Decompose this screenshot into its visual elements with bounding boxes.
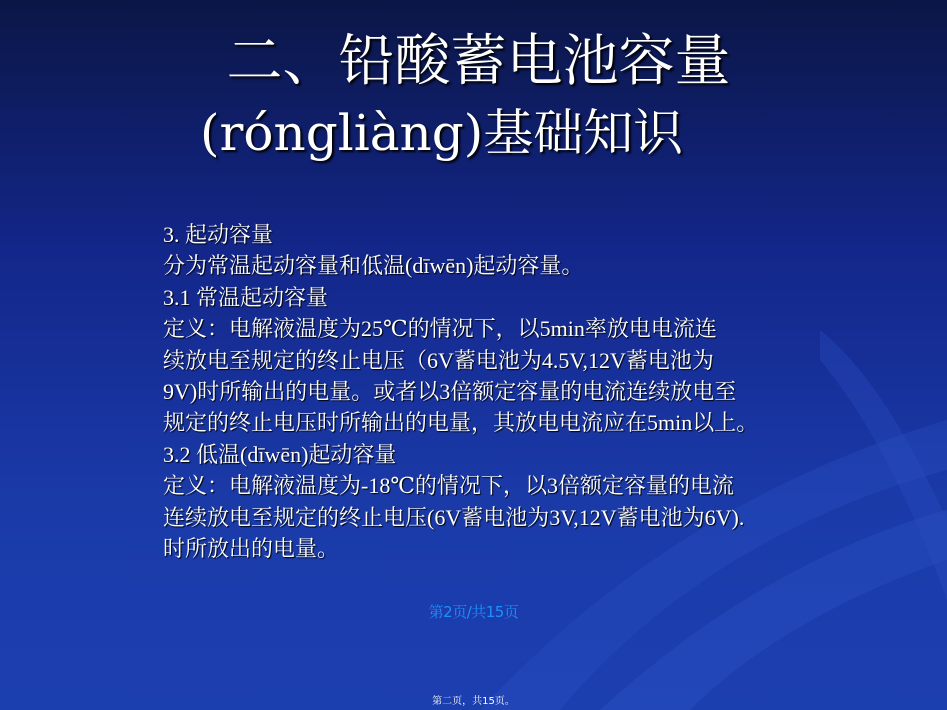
body-line: 3.2 低温(dīwēn)起动容量 bbox=[163, 441, 397, 467]
body-line: 时所放出的电量。 bbox=[163, 536, 340, 562]
body-line: 9V)时所输出的电量。或者以3倍额定容量的电流连续放电至 bbox=[163, 379, 737, 405]
body-line: 续放电至规定的终止电压（6V蓄电池为4.5V,12V蓄电池为 bbox=[163, 347, 714, 373]
body-line: 规定的终止电压时所输出的电量，其放电电流应在5min以上。 bbox=[163, 410, 759, 436]
slide-title-line2: (róngliàng)基础知识 bbox=[200, 104, 684, 162]
page-indicator: 第2页/共15页 bbox=[428, 603, 519, 621]
body-line: 3. 起动容量 bbox=[163, 222, 274, 247]
body-line: 3.1 常温起动容量 bbox=[163, 284, 329, 310]
body-line: 定义：电解液温度为25℃的情况下，以5min率放电电流连 bbox=[163, 316, 717, 342]
body-line: 分为常温起动容量和低温(dīwēn)起动容量。 bbox=[163, 253, 584, 279]
slide-footer: 第二页，共15页。 bbox=[432, 696, 515, 707]
slide-body-text bbox=[163, 219, 823, 564]
slide-title-line1: 二、铅酸蓄电池容量 bbox=[226, 29, 731, 94]
body-line: 定义：电解液温度为-18℃的情况下，以3倍额定容量的电流 bbox=[163, 473, 734, 499]
body-line: 连续放电至规定的终止电压(6V蓄电池为3V,12V蓄电池为6V). bbox=[163, 504, 745, 530]
